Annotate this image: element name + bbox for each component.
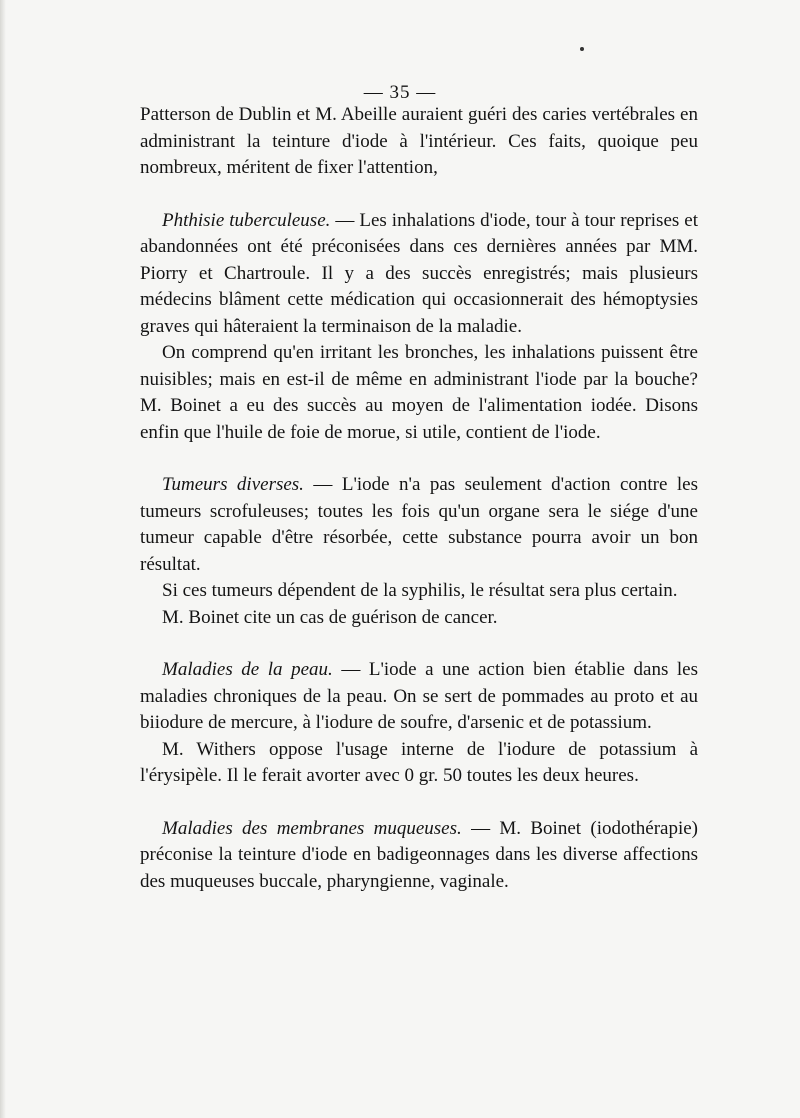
- paragraph-tumeurs: [140, 472, 698, 578]
- paragraph-3: [140, 340, 698, 446]
- paragraph-8: [140, 737, 698, 790]
- paragraph-text: — Les inhalations d'iode, tour à tour reprises et abandonnées ont été préconisées dans ces dernières années par MM. Piorry et Chartroule. Il y a des succès enregistrés; mais plusieurs médecins blâment cette médication qui occasionnerait des hémoptysies graves qui hâteraient la terminaison de la maladie.: [140, 209, 698, 337]
- paragraph-peau: [140, 657, 698, 737]
- paragraph-text: — L'iode n'a pas seulement d'action contre les tumeurs scrofuleuses; toutes les fois qu'un organe sera le siége d'une tumeur capable d'être résorbée, cette substance pourra avoir un bon résultat.: [140, 474, 698, 575]
- paragraph-text: M. Withers oppose l'usage interne de l'iodure de potassium à l'érysipèle. Il le ferait avorter avec 0 gr. 50 toutes les deux heures.: [140, 738, 698, 786]
- section-heading: Tumeurs diverses.: [162, 474, 304, 495]
- page-number: — 35 —: [363, 82, 437, 103]
- paragraph-text: M. Boinet cite un cas de guérison de cancer.: [162, 606, 498, 628]
- paragraph-5: [140, 578, 698, 605]
- section-heading: Maladies de la peau.: [162, 659, 333, 680]
- paragraph-1: [140, 102, 698, 182]
- paragraph-phthisie: [140, 208, 698, 341]
- section-heading: Phthisie tuberculeuse.: [162, 209, 331, 231]
- paragraph-6: [140, 605, 698, 632]
- paragraph-muqueuses: [140, 816, 698, 896]
- ink-speck: [580, 47, 584, 51]
- paragraph-text: — L'iode a une action bien établie dans les maladies chroniques de la peau. On se sert de pommades au proto et au biiodure de mercure, à l'iodure de soufre, d'arsenic et de potassium.: [140, 659, 699, 733]
- paragraph-text: Si ces tumeurs dépendent de la syphilis, le résultat sera plus certain.: [162, 580, 678, 601]
- section-heading: Maladies des membranes muqueuses.: [162, 817, 462, 839]
- paragraph-text: On comprend qu'en irritant les bronches, les inhalations puissent être nuisibles; mais en est-il de même en administrant l'iode par la bouche? M. Boinet a eu des succès au moyen de l'alimentation iodée. Disons enfin que l'huile de foie de morue, si utile, contient de l'iode.: [140, 342, 698, 443]
- page-body: [140, 102, 698, 895]
- paragraph-text: Patterson de Dublin et M. Abeille auraient guéri des caries vertébrales en administrant la teinture d'iode à l'intérieur. Ces faits, quoique peu nombreux, méritent de fixer l'attention,: [140, 104, 698, 178]
- page-edge-shadow: [0, 0, 6, 1118]
- paragraph-text: — M. Boinet (iodothérapie) préconise la teinture d'iode en badigeonnages dans les diverse affections des muqueuses buccale, pharyngienne, vaginale.: [140, 817, 698, 892]
